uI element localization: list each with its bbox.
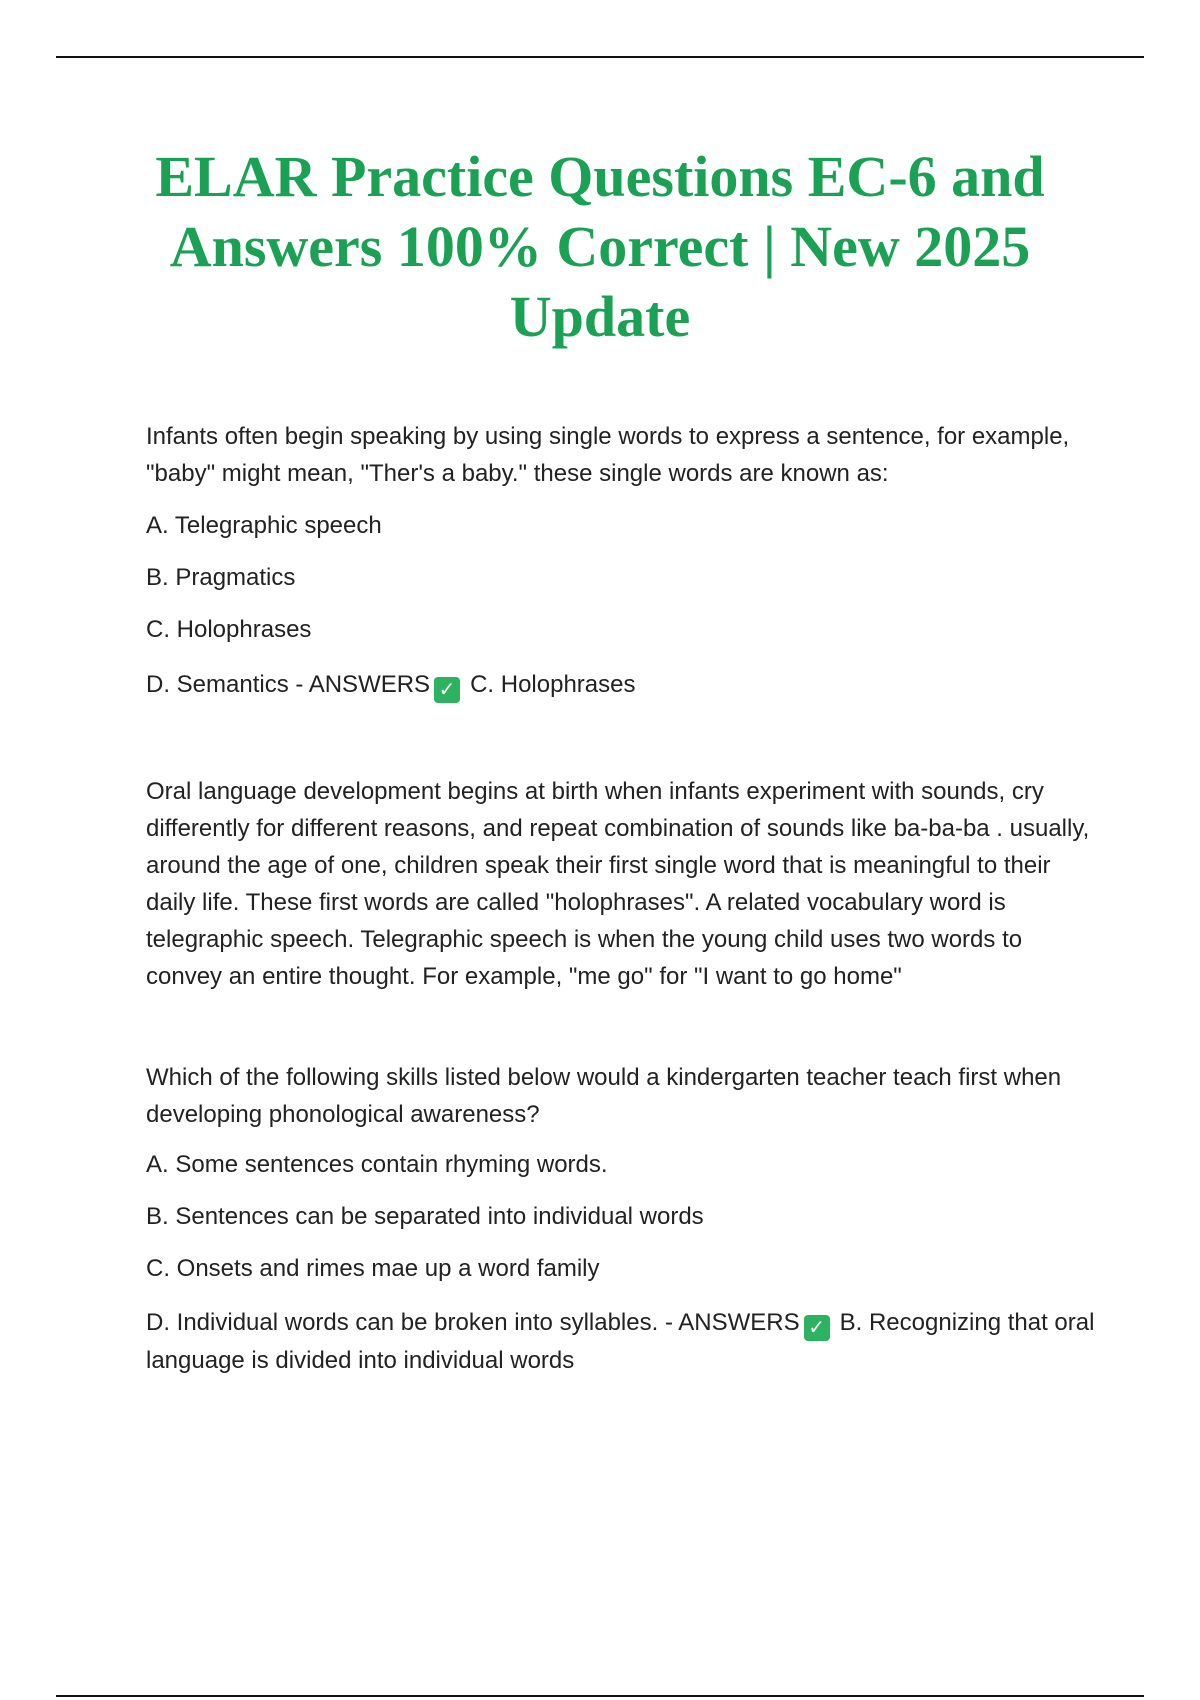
top-rule (56, 56, 1144, 58)
answer-text: C. Holophrases (470, 671, 636, 698)
option-a: A. Some sentences contain rhyming words. (146, 1151, 608, 1178)
check-mark-icon: ✓ (434, 677, 460, 703)
option-d: D. Individual words can be broken into syllables. - ANSWERS (146, 1309, 800, 1336)
question-2 (146, 1059, 1096, 1380)
option-a: A. Telegraphic speech (146, 512, 382, 539)
explanation-text: Oral language development begins at birth when infants experiment with sounds, cry differently for different reasons, and repeat combination of sounds like ba-ba-ba . usually, around the age of one, children speak their first single word that is meaningful to their daily life. These first words are called "holophrases". A related vocabulary word is telegraphic speech. Telegraphic speech is when the young child uses two words to convey an entire thought. For example, "me go" for "I want to go home" (146, 778, 1090, 990)
bottom-rule (56, 1695, 1144, 1697)
option-c: C. Onsets and rimes mae up a word family (146, 1255, 600, 1282)
explanation-block (146, 773, 1096, 995)
option-b: B. Pragmatics (146, 564, 296, 591)
answer-text: B. Recognizing that oral language is divided into individual words (146, 1309, 1095, 1374)
answer-line (146, 665, 1096, 705)
answer-line (146, 1304, 1096, 1380)
page-title: ELAR Practice Questions EC-6 and Answers 100% Correct | New 2025 Update (155, 144, 1045, 349)
option-b: B. Sentences can be separated into individual words (146, 1203, 704, 1230)
question-prompt: Which of the following skills listed below would a kindergarten teacher teach first when developing phonological awareness? (146, 1064, 1062, 1128)
option-d: D. Semantics - ANSWERS (146, 671, 431, 698)
option-c: C. Holophrases (146, 616, 312, 643)
question-prompt: Infants often begin speaking by using single words to express a sentence, for example, "baby" might mean, "Ther's a baby." these single words are known as: (146, 423, 1070, 487)
check-mark-icon: ✓ (804, 1315, 830, 1341)
document-body (146, 418, 1096, 1380)
question-1 (146, 418, 1096, 705)
